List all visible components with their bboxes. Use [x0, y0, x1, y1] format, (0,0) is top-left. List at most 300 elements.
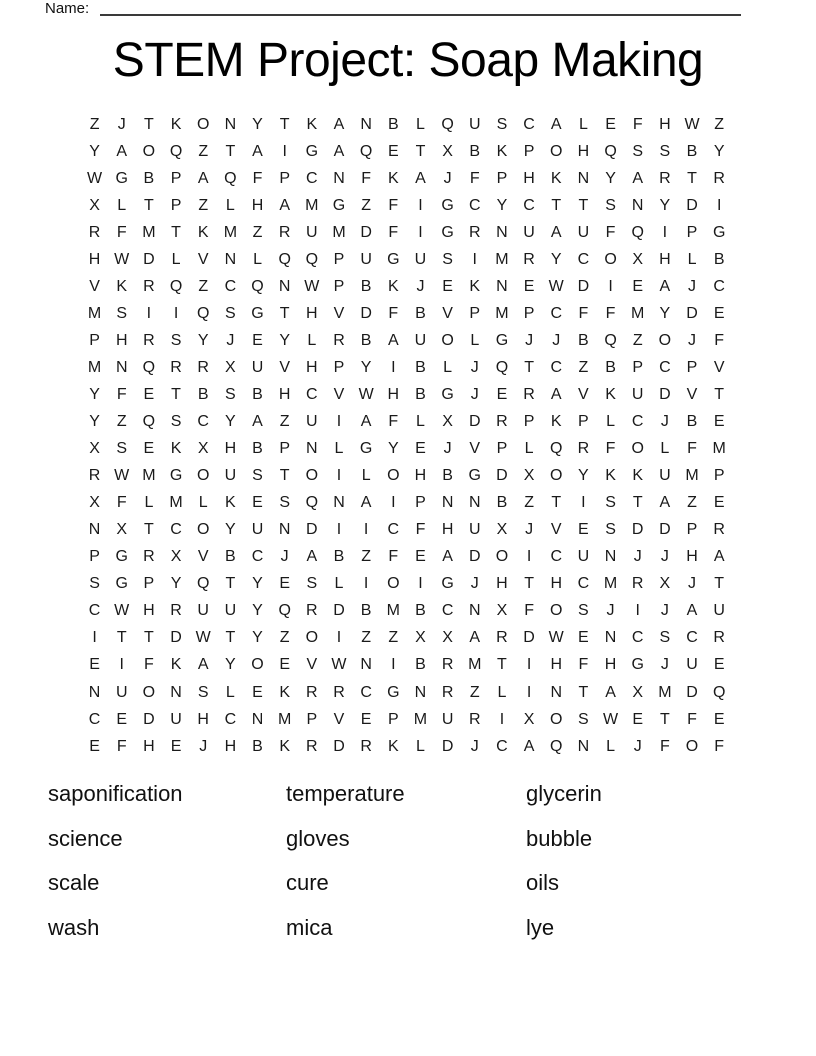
grid-letter: U [468, 521, 481, 539]
grid-letter: B [415, 304, 426, 322]
grid-letter: O [305, 629, 319, 647]
grid-letter: L [171, 250, 181, 268]
grid-letter: X [632, 683, 644, 701]
grid-letter: I [391, 656, 396, 674]
grid-letter: O [142, 142, 156, 160]
grid-letter: L [416, 115, 425, 133]
grid-letter: S [578, 710, 589, 728]
grid-letter: O [142, 683, 156, 701]
grid-letter: M [142, 467, 156, 485]
grid-letter: J [443, 169, 452, 187]
grid-letter: T [116, 629, 127, 647]
name-label: Name: [45, 0, 90, 17]
grid-letter: Y [252, 575, 263, 593]
grid-letter: B [686, 413, 698, 431]
grid-letter: M [169, 494, 183, 512]
grid-letter: R [143, 548, 155, 566]
grid-letter: N [550, 683, 563, 701]
grid-letter: R [360, 737, 372, 755]
grid-letter: E [252, 683, 263, 701]
grid-letter: U [659, 467, 671, 485]
grid-letter: R [306, 737, 318, 755]
grid-letter: P [306, 710, 318, 728]
grid-letter: B [252, 385, 263, 403]
grid-letter: W [87, 169, 103, 187]
grid-letter: R [713, 629, 725, 647]
grid-letter: W [114, 602, 130, 620]
grid-letter: G [441, 223, 454, 241]
grid-letter: R [170, 602, 182, 620]
grid-letter: P [686, 223, 698, 241]
grid-letter: Z [279, 629, 290, 647]
page-title: STEM Project: Soap Making [112, 34, 704, 87]
grid-letter: F [687, 440, 697, 458]
grid-letter: V [333, 304, 345, 322]
word-bank-column [526, 772, 602, 950]
grid-letter: Y [578, 467, 589, 485]
grid-letter: G [332, 196, 346, 214]
grid-letter: I [418, 575, 423, 593]
grid-letter: H [306, 358, 318, 376]
grid-letter: D [577, 277, 590, 295]
grid-letter: T [551, 494, 562, 512]
grid-letter: U [306, 413, 318, 431]
grid-letter: C [631, 413, 644, 431]
grid-letter: H [604, 656, 617, 674]
grid-letter: V [469, 440, 481, 458]
grid-letter: B [225, 548, 236, 566]
word-bank-word: mica [286, 914, 333, 940]
grid-letter: M [658, 683, 672, 701]
grid-letter: H [224, 737, 237, 755]
grid-letter: L [225, 196, 235, 214]
grid-letter: L [470, 331, 480, 349]
name-underline [100, 14, 741, 16]
grid-letter: A [442, 548, 453, 566]
grid-letter: G [441, 196, 454, 214]
grid-letter: O [387, 575, 400, 593]
grid-letter: H [88, 250, 101, 268]
grid-letter: H [115, 331, 128, 349]
grid-letter: E [279, 575, 290, 593]
grid-letter: N [604, 548, 617, 566]
grid-letter: F [361, 169, 372, 187]
grid-letter: D [170, 629, 182, 647]
grid-letter: H [550, 575, 563, 593]
grid-letter: N [115, 358, 128, 376]
grid-letter: S [659, 142, 671, 160]
grid-letter: H [659, 115, 671, 133]
grid-letter: A [387, 331, 399, 349]
word-bank-word: cure [286, 870, 329, 896]
grid-letter: G [115, 169, 128, 187]
grid-letter: G [441, 385, 454, 403]
grid-letter: I [526, 656, 532, 674]
grid-letter: G [712, 223, 726, 241]
grid-letter: T [578, 196, 589, 214]
grid-letter: B [360, 331, 372, 349]
grid-letter: P [170, 196, 182, 214]
grid-letter: R [333, 683, 345, 701]
grid-letter: V [306, 656, 318, 674]
grid-letter: Q [631, 223, 644, 241]
grid-letter: R [496, 413, 508, 431]
grid-letter: D [468, 548, 481, 566]
grid-letter: N [306, 440, 318, 458]
grid-letter: H [143, 737, 155, 755]
grid-letter: S [116, 304, 128, 322]
grid-letter: P [469, 304, 481, 322]
grid-letter: U [523, 223, 535, 241]
grid-letter: K [387, 169, 399, 187]
grid-letter: W [114, 250, 130, 268]
grid-letter: U [577, 548, 590, 566]
grid-letter: S [306, 575, 318, 593]
grid-letter: Z [714, 115, 725, 133]
grid-letter: P [143, 575, 155, 593]
grid-letter: N [251, 710, 264, 728]
grid-letter: N [360, 656, 372, 674]
grid-letter: C [251, 548, 264, 566]
grid-letter: R [143, 331, 155, 349]
grid-letter: R [143, 277, 155, 295]
grid-letter: G [631, 656, 644, 674]
grid-letter: H [306, 304, 318, 322]
grid-letter: H [496, 575, 508, 593]
grid-letter: K [550, 169, 562, 187]
grid-letter: E [89, 737, 100, 755]
grid-letter: J [470, 385, 479, 403]
grid-letter: D [333, 602, 345, 620]
grid-letter: C [550, 304, 563, 322]
grid-letter: W [358, 385, 374, 403]
grid-letter: O [550, 710, 563, 728]
grid-letter: F [714, 737, 725, 755]
grid-letter: K [225, 494, 236, 512]
grid-letter: P [170, 169, 182, 187]
grid-letter: F [469, 169, 480, 187]
grid-letter: T [144, 521, 154, 539]
grid-letter: T [524, 358, 534, 376]
grid-letter: Y [387, 440, 399, 458]
grid-letter: P [578, 413, 589, 431]
grid-letter: T [279, 467, 290, 485]
grid-letter: G [115, 548, 128, 566]
grid-letter: D [631, 521, 644, 539]
grid-letter: Y [197, 331, 209, 349]
grid-letter: M [603, 575, 618, 593]
grid-letter: C [306, 385, 318, 403]
grid-letter: F [687, 710, 697, 728]
grid-letter: H [686, 548, 698, 566]
grid-letter: O [441, 331, 454, 349]
grid-letter: B [333, 548, 345, 566]
grid-letter: K [197, 223, 209, 241]
grid-letter: A [252, 142, 263, 160]
word-bank-word: oils [526, 870, 560, 896]
grid-letter: D [143, 250, 155, 268]
word-search-grid [81, 111, 733, 760]
grid-letter: C [224, 277, 237, 295]
grid-letter: H [550, 656, 563, 674]
grid-letter: T [524, 575, 534, 593]
grid-letter: D [523, 629, 535, 647]
grid-letter: X [415, 629, 426, 647]
grid-letter: M [685, 467, 699, 485]
grid-letter: V [713, 358, 725, 376]
grid-letter: G [387, 683, 400, 701]
grid-letter: P [523, 142, 535, 160]
grid-letter: D [496, 467, 508, 485]
grid-letter: I [499, 710, 505, 728]
grid-letter: G [359, 440, 373, 458]
grid-letter: Y [252, 629, 263, 647]
grid-letter: L [416, 413, 425, 431]
grid-letter: J [525, 521, 534, 539]
grid-letter: H [441, 521, 454, 539]
grid-letter: G [441, 575, 454, 593]
grid-letter: C [170, 521, 182, 539]
grid-letter: H [523, 169, 535, 187]
grid-letter: T [144, 629, 154, 647]
grid-letter: J [688, 575, 697, 593]
grid-letter: H [278, 385, 291, 403]
grid-letter: W [114, 467, 130, 485]
grid-letter: K [306, 115, 318, 133]
grid-letter: L [253, 250, 262, 268]
grid-letter: K [632, 467, 644, 485]
grid-letter: F [578, 656, 589, 674]
grid-letter: B [578, 331, 589, 349]
grid-letter: I [716, 196, 722, 214]
grid-letter: B [713, 250, 725, 268]
grid-letter: O [550, 467, 563, 485]
grid-letter: E [415, 548, 426, 566]
grid-letter: C [550, 548, 563, 566]
grid-letter: Z [361, 196, 372, 214]
grid-letter: A [550, 115, 562, 133]
grid-letter: I [146, 304, 152, 322]
grid-letter: Y [225, 656, 236, 674]
grid-letter: E [143, 385, 155, 403]
grid-letter: Y [279, 331, 290, 349]
grid-letter: K [496, 142, 508, 160]
grid-letter: T [714, 385, 725, 403]
grid-letter: T [714, 575, 725, 593]
grid-letter: I [363, 575, 369, 593]
word-bank-word: wash [48, 914, 100, 940]
grid-letter: U [360, 250, 372, 268]
grid-letter: J [470, 737, 479, 755]
grid-letter: Z [252, 223, 263, 241]
grid-letter: O [196, 467, 210, 485]
grid-letter: U [441, 710, 454, 728]
grid-letter: J [633, 737, 642, 755]
grid-letter: C [577, 250, 590, 268]
grid-letter: U [306, 223, 318, 241]
grid-letter: U [115, 683, 128, 701]
grid-letter: B [686, 142, 698, 160]
grid-letter: R [713, 169, 725, 187]
grid-letter: H [659, 250, 671, 268]
grid-letter: X [659, 575, 671, 593]
grid-letter: H [143, 602, 155, 620]
grid-letter: R [306, 602, 318, 620]
grid-letter: V [333, 710, 345, 728]
grid-letter: M [142, 223, 156, 241]
grid-letter: N [604, 629, 617, 647]
grid-letter: Q [169, 277, 183, 295]
grid-letter: N [224, 115, 237, 133]
grid-letter: F [144, 656, 154, 674]
grid-letter: M [712, 440, 726, 458]
grid-letter: L [334, 440, 344, 458]
grid-letter: A [713, 548, 725, 566]
grid-letter: M [87, 358, 102, 376]
grid-letter: O [631, 440, 644, 458]
grid-letter: S [197, 683, 209, 701]
grid-letter: Q [251, 277, 264, 295]
grid-letter: I [418, 223, 423, 241]
grid-letter: U [414, 331, 427, 349]
grid-letter: R [441, 683, 454, 701]
grid-letter: W [684, 115, 700, 133]
grid-letter: J [416, 277, 425, 295]
grid-letter: R [88, 223, 101, 241]
grid-letter: J [117, 115, 126, 133]
grid-letter: J [280, 548, 289, 566]
grid-letter: M [223, 223, 238, 241]
grid-letter: K [469, 277, 481, 295]
grid-letter: D [333, 737, 345, 755]
grid-letter: K [605, 385, 616, 403]
grid-letter: U [224, 602, 237, 620]
grid-letter: K [279, 683, 290, 701]
grid-letter: Y [550, 250, 562, 268]
grid-letter: I [608, 277, 613, 295]
grid-letter: X [496, 602, 508, 620]
grid-letter: G [169, 467, 183, 485]
grid-letter: R [333, 331, 345, 349]
grid-letter: W [195, 629, 211, 647]
grid-letter: R [523, 385, 535, 403]
grid-letter: P [279, 440, 290, 458]
grid-letter: S [442, 250, 453, 268]
grid-letter: P [632, 358, 644, 376]
word-bank-column [48, 772, 286, 950]
grid-letter: Z [279, 413, 290, 431]
grid-letter: J [688, 331, 697, 349]
grid-letter: O [550, 602, 563, 620]
grid-letter: V [550, 521, 562, 539]
grid-letter: E [713, 304, 725, 322]
grid-letter: X [197, 440, 209, 458]
grid-letter: E [713, 710, 725, 728]
grid-letter: F [116, 737, 127, 755]
grid-letter: S [605, 494, 616, 512]
grid-letter: J [660, 548, 669, 566]
grid-letter: O [196, 521, 210, 539]
grid-letter: Q [142, 358, 156, 376]
grid-letter: E [523, 277, 535, 295]
grid-letter: N [631, 196, 644, 214]
grid-letter: Y [659, 304, 671, 322]
grid-letter: B [442, 467, 453, 485]
grid-letter: Y [659, 196, 671, 214]
grid-letter: S [225, 304, 236, 322]
grid-letter: G [305, 142, 319, 160]
grid-letter: F [252, 169, 263, 187]
grid-letter: Z [687, 494, 697, 512]
grid-letter: Z [524, 494, 534, 512]
grid-letter: Y [360, 358, 372, 376]
grid-letter: L [687, 250, 697, 268]
grid-letter: I [635, 602, 640, 620]
grid-letter: A [360, 494, 372, 512]
grid-letter: I [418, 196, 423, 214]
grid-letter: N [441, 494, 454, 512]
grid-letter: C [496, 737, 508, 755]
grid-letter: L [606, 413, 615, 431]
grid-letter: Y [252, 115, 263, 133]
grid-letter: E [387, 142, 399, 160]
grid-letter: Q [169, 142, 183, 160]
grid-letter: Z [198, 142, 209, 160]
grid-letter: C [360, 683, 372, 701]
grid-letter: P [333, 358, 345, 376]
grid-letter: U [170, 710, 182, 728]
grid-letter: C [659, 358, 671, 376]
grid-letter: S [116, 440, 128, 458]
grid-letter: U [197, 602, 209, 620]
grid-letter: O [387, 467, 400, 485]
grid-letter: B [415, 358, 426, 376]
grid-letter: B [252, 440, 263, 458]
word-bank-word: lye [526, 914, 555, 940]
grid-letter: Y [225, 521, 236, 539]
grid-letter: T [279, 115, 290, 133]
grid-letter: A [360, 413, 372, 431]
grid-letter: A [116, 142, 128, 160]
word-bank-word: science [48, 825, 123, 851]
grid-letter: D [659, 385, 671, 403]
grid-letter: Q [305, 250, 319, 268]
grid-letter: T [225, 629, 236, 647]
word-bank-word: temperature [286, 781, 405, 807]
grid-letter: R [523, 250, 535, 268]
grid-letter: E [89, 656, 100, 674]
grid-letter: I [526, 683, 532, 701]
grid-letter: E [442, 277, 453, 295]
grid-letter: M [413, 710, 428, 728]
grid-letter: M [332, 223, 346, 241]
grid-letter: C [713, 277, 725, 295]
grid-letter: Y [89, 385, 100, 403]
grid-letter: L [307, 331, 317, 349]
grid-letter: T [632, 494, 643, 512]
grid-letter: F [605, 440, 616, 458]
grid-letter: O [305, 467, 319, 485]
grid-letter: K [387, 277, 399, 295]
grid-letter: X [89, 494, 100, 512]
grid-letter: X [170, 548, 182, 566]
grid-letter: Y [605, 169, 616, 187]
grid-letter: F [388, 548, 399, 566]
grid-letter: Q [305, 494, 319, 512]
grid-letter: B [415, 385, 426, 403]
grid-letter: C [88, 710, 101, 728]
grid-letter: A [306, 548, 318, 566]
